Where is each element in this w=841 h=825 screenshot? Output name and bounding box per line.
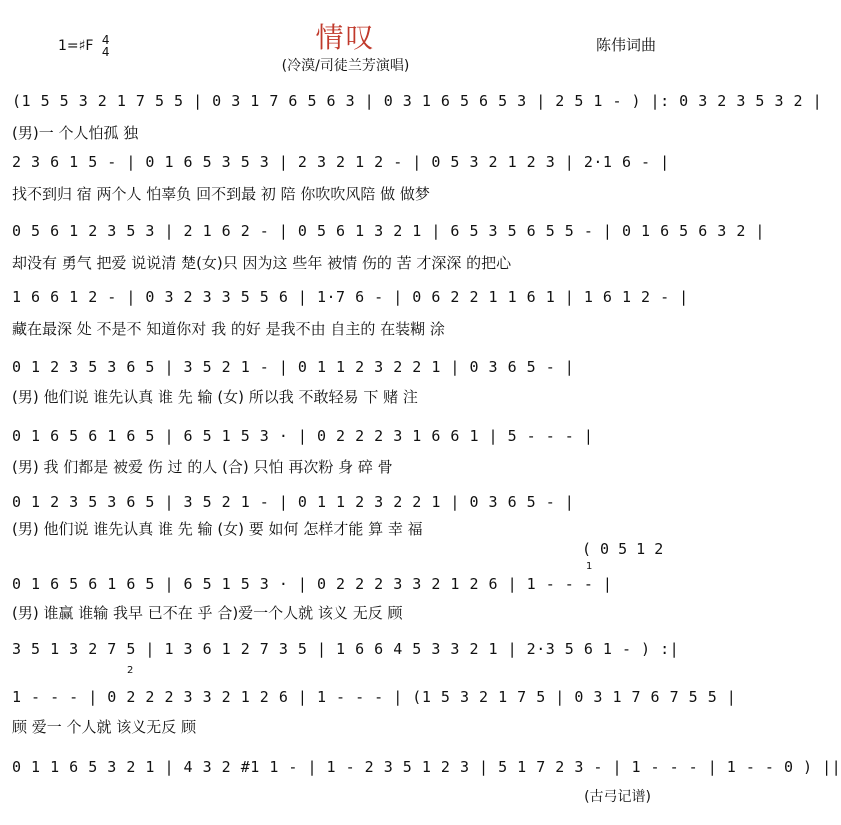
music-line-7: 0 1 2 3 5 3 6 5 | 3 5 2 1 - | 0 1 1 2 3 2 2 1 | 0 3 6 5 - | [12, 493, 575, 511]
composer-credit: 陈伟词曲 [595, 36, 656, 54]
music-line-4: 1 6 6 1 2 - | 0 3 2 3 3 5 5 6 | 1·7 6 - | 0 6 2 2 1 1 6 1 | 1 6 1 2 - | [12, 288, 689, 306]
music-line-5: 0 1 2 3 5 3 6 5 | 3 5 2 1 - | 0 1 1 2 3 2 2 1 | 0 3 6 5 - | [12, 358, 575, 376]
transcriber-credit: (古弓记谱) [584, 789, 651, 805]
time-signature [102, 34, 110, 58]
first-ending-label: 1 [586, 561, 593, 572]
performer-subtitle: (冷漠/司徒兰芳演唱) [281, 58, 410, 74]
lyric-line-1: (男)一 个人怕孤 独 [12, 124, 139, 142]
lyric-line-3: 却没有 勇气 把爱 说说清 楚(女)只 因为这 些年 被情 伤的 苦 才深深 的把心 [12, 254, 512, 272]
lyric-line-8: (男) 谁赢 谁输 我早 已不在 乎 合)爱一个人就 该义 无反 顾 [12, 604, 403, 622]
lyric-line-4: 藏在最深 处 不是不 知道你对 我 的好 是我不由 自主的 在装糊 涂 [12, 320, 445, 338]
lyric-line-10: 顾 爱一 个人就 该义无反 顾 [12, 718, 197, 736]
lyric-line-2: 找不到归 宿 两个人 怕辜负 回不到最 初 陪 你吹吹风陪 做 做梦 [12, 185, 430, 203]
music-line-6: 0 1 6 5 6 1 6 5 | 6 5 1 5 3 · | 0 2 2 2 3 1 6 6 1 | 5 - - - | [12, 427, 594, 445]
key-label: 1=♯F [58, 38, 94, 54]
lyric-line-5: (男) 他们说 谁先认真 谁 先 输 (女) 所以我 不敢轻易 下 赌 注 [12, 388, 418, 406]
music-line-9: 3 5 1 3 2 7 5 | 1 3 6 1 2 7 3 5 | 1 6 6 4 5 3 3 2 1 | 2·3 5 6 1 - ) :| [12, 640, 680, 658]
lyric-line-7: (男) 他们说 谁先认真 谁 先 输 (女) 要 如何 怎样才能 算 幸 福 [12, 520, 423, 538]
music-line-10: 1 - - - | 0 2 2 2 3 3 2 1 2 6 | 1 - - - | (1 5 3 2 1 7 5 | 0 3 1 7 6 7 5 5 | [12, 688, 737, 706]
second-ending-label: 2 [127, 665, 134, 676]
pickup-notes: ( 0 5 1 2 [582, 540, 664, 558]
song-title: 情叹 [315, 21, 376, 54]
time-bottom: 4 [101, 45, 110, 59]
music-line-2: 2 3 6 1 5 - | 0 1 6 5 3 5 3 | 2 3 2 1 2 - | 0 5 3 2 1 2 3 | 2·1 6 - | [12, 153, 670, 171]
music-line-8: 0 1 6 5 6 1 6 5 | 6 5 1 5 3 · | 0 2 2 2 3 3 2 1 2 6 | 1 - - - | [12, 575, 613, 593]
music-line-1: (1 5 5 3 2 1 7 5 5 | 0 3 1 7 6 5 6 3 | 0 3 1 6 5 6 5 3 | 2 5 1 - ) |: 0 3 2 3 5 3 2 | [12, 92, 823, 110]
lyric-line-6: (男) 我 们都是 被爱 伤 过 的人 (合) 只怕 再次粉 身 碎 骨 [12, 458, 393, 476]
music-line-3: 0 5 6 1 2 3 5 3 | 2 1 6 2 - | 0 5 6 1 3 2 1 | 6 5 3 5 6 5 5 - | 0 1 6 5 6 3 2 | [12, 222, 765, 240]
time-top: 4 [101, 33, 110, 47]
music-line-11: 0 1 1 6 5 3 2 1 | 4 3 2 #1 1 - | 1 - 2 3 5 1 2 3 | 5 1 7 2 3 - | 1 - - - | 1 - - 0 ) || [12, 758, 841, 776]
key-signature [58, 34, 110, 58]
